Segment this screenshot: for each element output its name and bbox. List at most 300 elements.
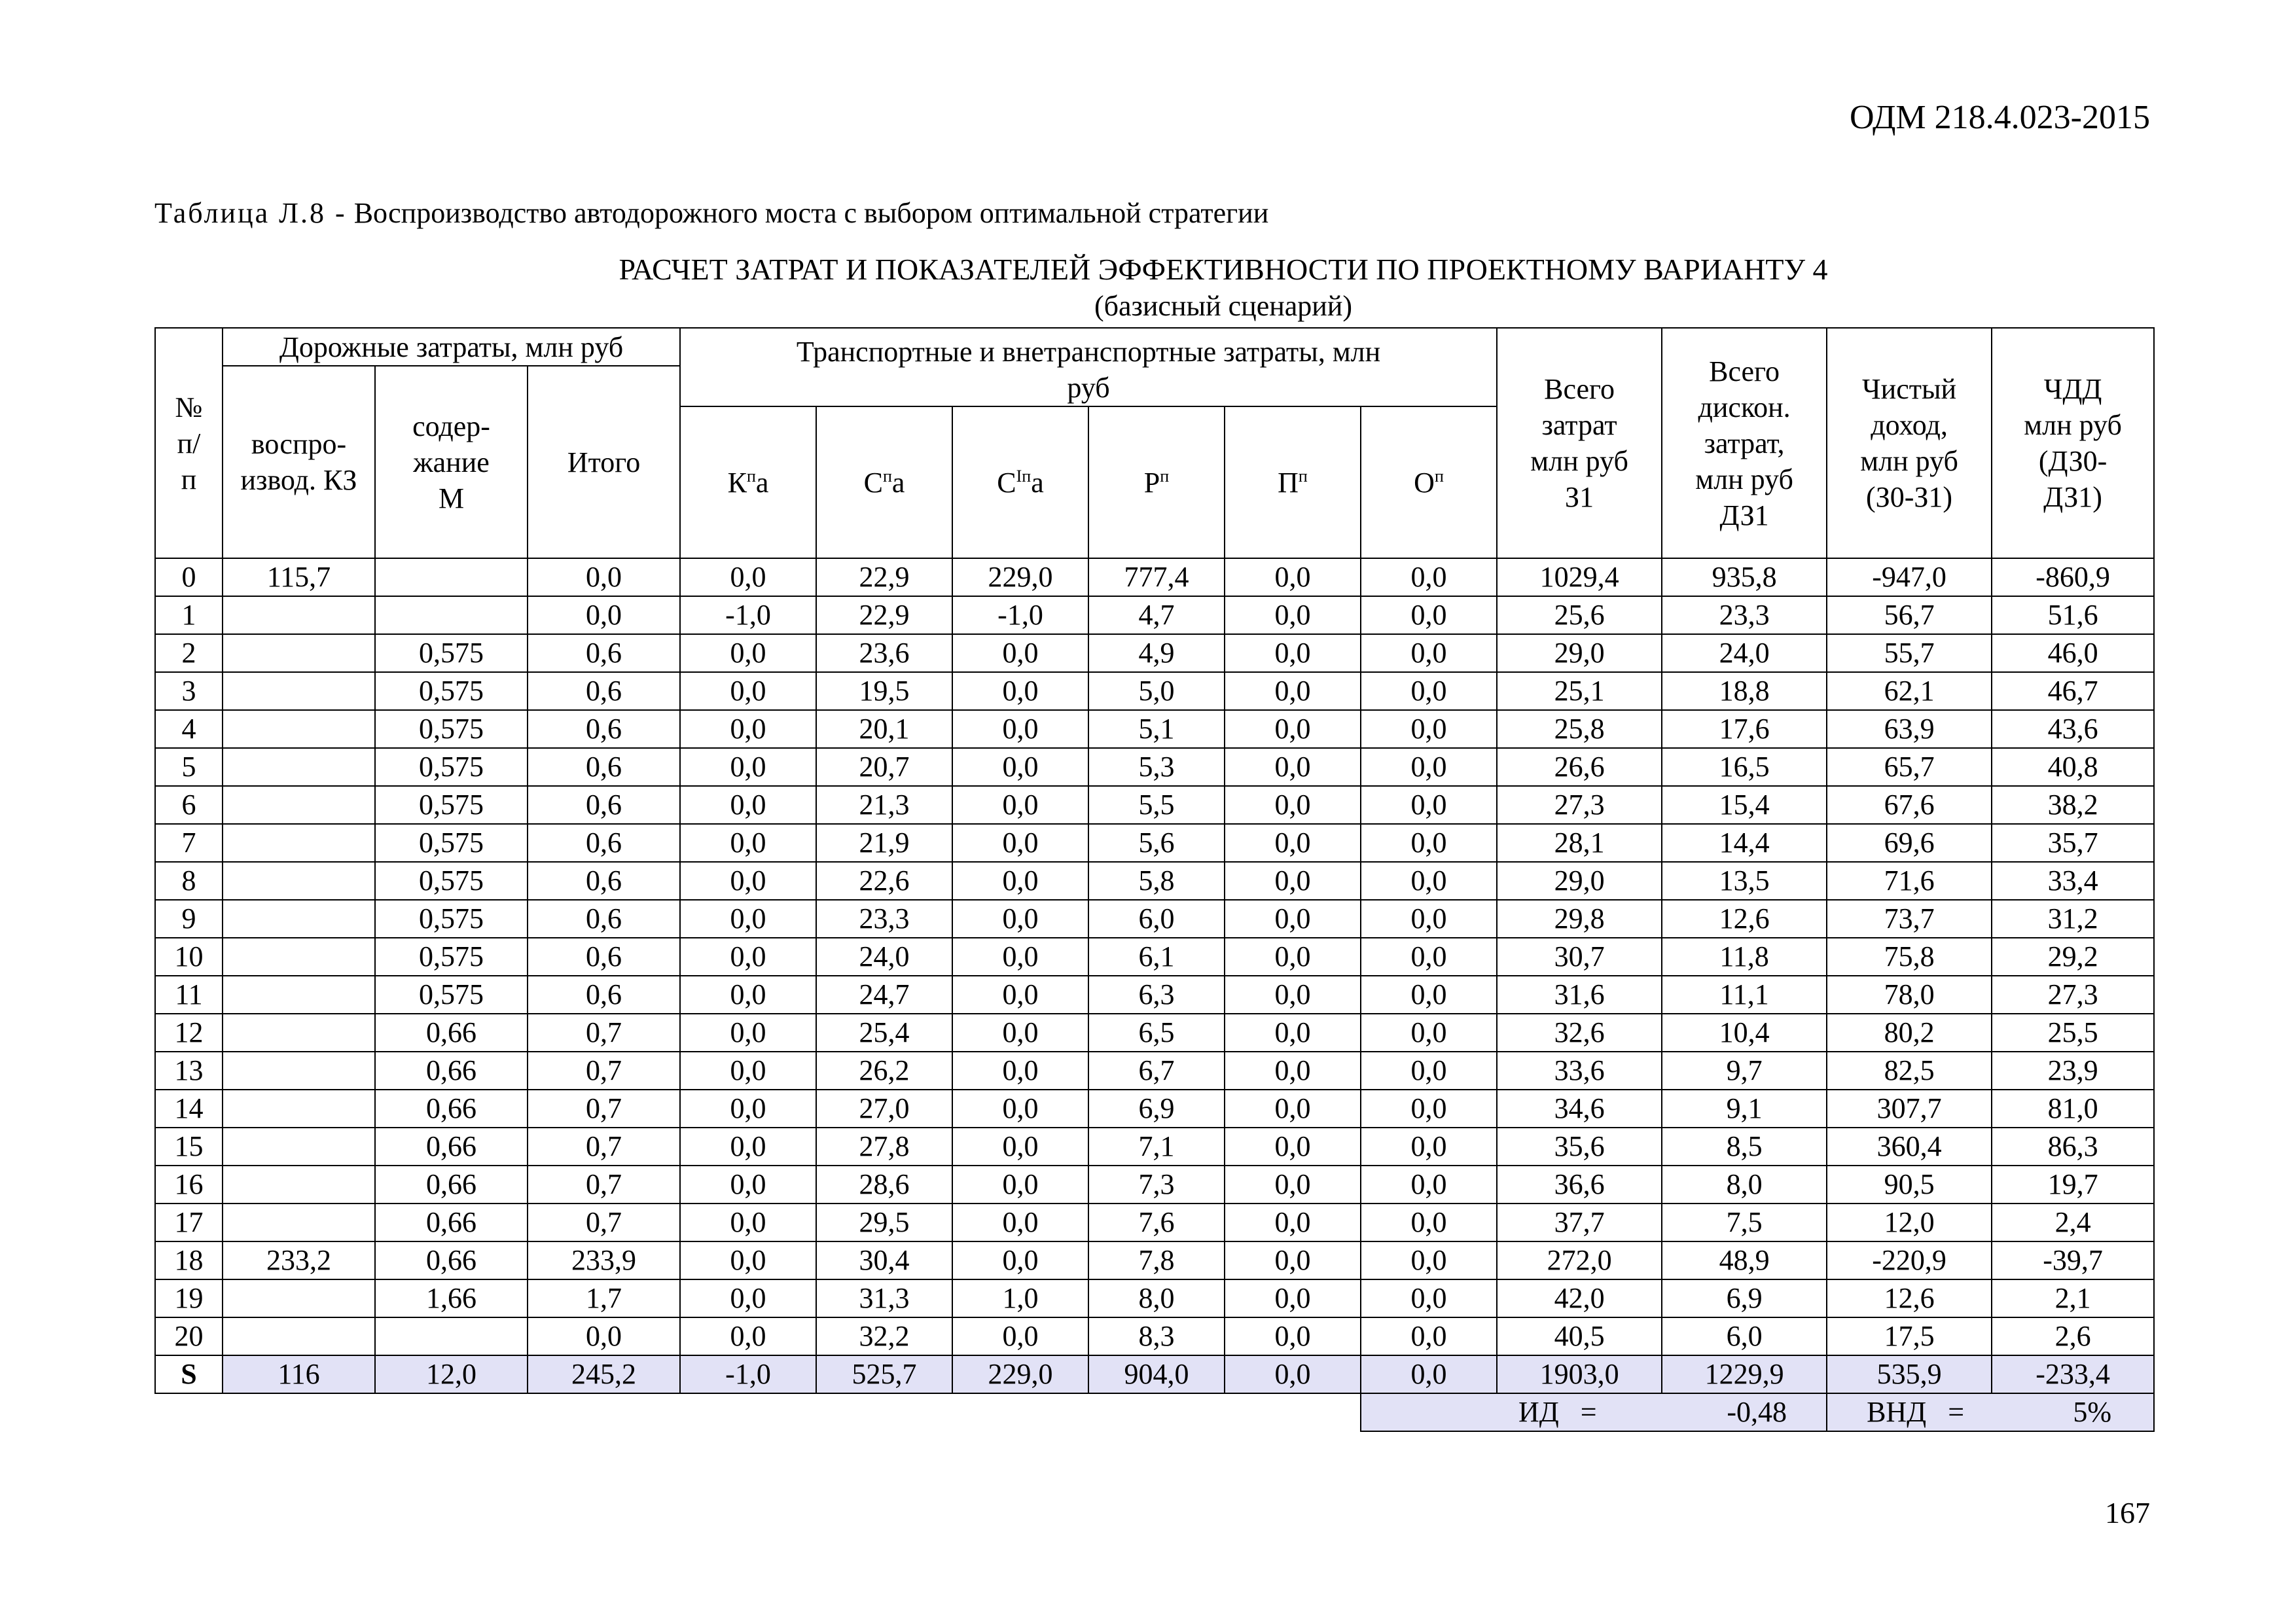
table-cell: 0,7 xyxy=(528,1090,680,1128)
table-cell: 0,0 xyxy=(1225,1090,1361,1128)
profitability-index-label: ИД = xyxy=(1518,1396,1597,1428)
table-cell: 0,0 xyxy=(1361,1052,1497,1090)
table-cell: 30,7 xyxy=(1497,938,1662,976)
table-cell: 33,6 xyxy=(1497,1052,1662,1090)
table-cell: 12,6 xyxy=(1827,1279,1992,1317)
table-cell: 14 xyxy=(155,1090,223,1128)
table-cell: -1,0 xyxy=(952,596,1088,634)
table-cell: 0,0 xyxy=(1361,1204,1497,1241)
table-cell: 73,7 xyxy=(1827,900,1992,938)
table-cell xyxy=(223,1128,375,1166)
table-row xyxy=(155,786,2154,824)
table-cell: 0,0 xyxy=(1225,1204,1361,1241)
table-cell: 6,9 xyxy=(1662,1279,1827,1317)
table-cell: 0,0 xyxy=(1225,1128,1361,1166)
table-cell xyxy=(375,558,528,596)
table-row xyxy=(155,558,2154,596)
table-cell: 6,0 xyxy=(1662,1317,1827,1355)
table-cell: 0,7 xyxy=(528,1204,680,1241)
table-cell: 21,9 xyxy=(816,824,952,862)
table-cell: 5,5 xyxy=(1088,786,1225,824)
table-cell: 0,0 xyxy=(952,900,1088,938)
table-cell: 12,0 xyxy=(375,1355,528,1393)
table-cell: 40,8 xyxy=(1992,748,2154,786)
table-cell: 56,7 xyxy=(1827,596,1992,634)
table-cell: 0,0 xyxy=(680,1279,816,1317)
table-cell: 0,575 xyxy=(375,976,528,1014)
header-ka: $К^па$ xyxy=(680,406,816,558)
table-cell: 229,0 xyxy=(952,558,1088,596)
table-cell: 24,0 xyxy=(816,938,952,976)
table-cell: 29,8 xyxy=(1497,900,1662,938)
table-cell: 0,66 xyxy=(375,1241,528,1279)
table-cell: 29,0 xyxy=(1497,862,1662,900)
header-road-total: Итого xyxy=(528,366,680,558)
table-cell: 0,575 xyxy=(375,786,528,824)
table-cell: 0,0 xyxy=(1225,1355,1361,1393)
table-cell: 16,5 xyxy=(1662,748,1827,786)
table-cell: 5,0 xyxy=(1088,672,1225,710)
table-cell: 0,0 xyxy=(1225,786,1361,824)
table-cell: 23,3 xyxy=(1662,596,1827,634)
table-cell: 17 xyxy=(155,1204,223,1241)
table-cell: 0,0 xyxy=(680,1128,816,1166)
table-cell: 35,6 xyxy=(1497,1128,1662,1166)
table-cell: 0,0 xyxy=(680,634,816,672)
header-npv: ЧДД млн руб (ДЗ0-ДЗ1) xyxy=(1992,328,2154,558)
table-cell: 535,9 xyxy=(1827,1355,1992,1393)
calculation-title: РАСЧЕТ ЗАТРАТ И ПОКАЗАТЕЛЕЙ ЭФФЕКТИВНОСТИ ПО ПРОЕКТНОМУ ВАРИАНТУ 4 xyxy=(619,253,1828,286)
table-cell: 46,7 xyxy=(1992,672,2154,710)
table-cell: 307,7 xyxy=(1827,1090,1992,1128)
table-cell: 46,0 xyxy=(1992,634,2154,672)
table-row xyxy=(155,634,2154,672)
sum-row xyxy=(155,1355,2154,1393)
table-cell: 0,7 xyxy=(528,1128,680,1166)
table-cell: 7,3 xyxy=(1088,1166,1225,1204)
table-cell: 67,6 xyxy=(1827,786,1992,824)
table-cell: 25,1 xyxy=(1497,672,1662,710)
table-cell: 2,1 xyxy=(1992,1279,2154,1317)
table-cell: 0,575 xyxy=(375,862,528,900)
table-cell: 5,6 xyxy=(1088,824,1225,862)
header-cia: $С^{Iп}а$ xyxy=(952,406,1088,558)
table-cell: 0,0 xyxy=(1225,634,1361,672)
table-cell: 0,0 xyxy=(1361,824,1497,862)
table-cell: 0,0 xyxy=(952,1166,1088,1204)
table-row xyxy=(155,1090,2154,1128)
table-cell: 1 xyxy=(155,596,223,634)
table-cell: 233,9 xyxy=(528,1241,680,1279)
table-cell: 0,0 xyxy=(1361,1355,1497,1393)
table-cell: 31,2 xyxy=(1992,900,2154,938)
irr-label: ВНД = xyxy=(1867,1396,1965,1428)
table-cell: 33,4 xyxy=(1992,862,2154,900)
table-cell: 69,6 xyxy=(1827,824,1992,862)
header-road-costs: Дорожные затраты, млн руб xyxy=(223,328,680,366)
table-header xyxy=(155,328,2154,558)
table-row xyxy=(155,1052,2154,1090)
table-cell: 15,4 xyxy=(1662,786,1827,824)
table-cell: 0,0 xyxy=(952,748,1088,786)
table-row xyxy=(155,748,2154,786)
table-cell xyxy=(223,710,375,748)
table-cell: -947,0 xyxy=(1827,558,1992,596)
table-cell: 2 xyxy=(155,634,223,672)
table-cell: -1,0 xyxy=(680,1355,816,1393)
table-cell: 23,6 xyxy=(816,634,952,672)
table-cell: 8,3 xyxy=(1088,1317,1225,1355)
table-cell: 0,66 xyxy=(375,1052,528,1090)
table-cell: 37,7 xyxy=(1497,1204,1662,1241)
table-cell: 6,9 xyxy=(1088,1090,1225,1128)
table-cell: 0,0 xyxy=(1361,976,1497,1014)
indicators-row xyxy=(155,1393,2154,1431)
table-cell: 21,3 xyxy=(816,786,952,824)
table-row xyxy=(155,1279,2154,1317)
table-cell: 0,0 xyxy=(680,900,816,938)
table-cell xyxy=(223,976,375,1014)
table-cell: 27,3 xyxy=(1992,976,2154,1014)
table-cell: -1,0 xyxy=(680,596,816,634)
table-cell: 38,2 xyxy=(1992,786,2154,824)
table-cell: 1,66 xyxy=(375,1279,528,1317)
table-cell: 0,0 xyxy=(1225,1052,1361,1090)
table-cell xyxy=(223,862,375,900)
table-cell: 0,0 xyxy=(680,710,816,748)
table-cell: 0,6 xyxy=(528,672,680,710)
table-cell: 20 xyxy=(155,1317,223,1355)
table-row xyxy=(155,1128,2154,1166)
table-cell: 0,0 xyxy=(680,976,816,1014)
table-cell: 25,5 xyxy=(1992,1014,2154,1052)
table-cell xyxy=(223,1317,375,1355)
table-cell: 24,7 xyxy=(816,976,952,1014)
header-transport-costs: Транспортные и внетранспортные затраты, млн руб xyxy=(680,328,1497,406)
table-cell: 115,7 xyxy=(223,558,375,596)
table-cell: 0,0 xyxy=(1225,1166,1361,1204)
table-caption-label: Таблица Л.8 - xyxy=(154,197,347,229)
table-cell: 17,6 xyxy=(1662,710,1827,748)
table-cell: 40,5 xyxy=(1497,1317,1662,1355)
profitability-index-cell xyxy=(1361,1393,1827,1431)
table-cell: S xyxy=(155,1355,223,1393)
header-pi: $П^п$ xyxy=(1225,406,1361,558)
table-cell: 0,575 xyxy=(375,672,528,710)
table-cell xyxy=(375,1317,528,1355)
table-cell: 8,5 xyxy=(1662,1128,1827,1166)
table-body xyxy=(155,558,2154,1355)
table-cell: 51,6 xyxy=(1992,596,2154,634)
table-cell: 0,0 xyxy=(528,558,680,596)
table-cell: 63,9 xyxy=(1827,710,1992,748)
table-cell: 0,575 xyxy=(375,824,528,862)
table-cell: 9,1 xyxy=(1662,1090,1827,1128)
header-maintenance-m: содер-жание М xyxy=(375,366,528,558)
table-cell xyxy=(223,1279,375,1317)
cost-efficiency-table xyxy=(154,327,2155,1432)
scenario-subtitle: (базисный сценарий) xyxy=(1094,290,1353,322)
table-cell: 31,6 xyxy=(1497,976,1662,1014)
table-cell: 0,0 xyxy=(1361,938,1497,976)
table-cell: 0,0 xyxy=(952,976,1088,1014)
table-cell: 10 xyxy=(155,938,223,976)
table-cell: 0,0 xyxy=(1361,900,1497,938)
table-cell: 78,0 xyxy=(1827,976,1992,1014)
table-cell: 12,6 xyxy=(1662,900,1827,938)
table-cell: 0,0 xyxy=(1225,710,1361,748)
table-row xyxy=(155,862,2154,900)
table-cell xyxy=(223,786,375,824)
table-cell: 2,4 xyxy=(1992,1204,2154,1241)
table-cell: 62,1 xyxy=(1827,672,1992,710)
table-cell: 0,6 xyxy=(528,786,680,824)
table-cell xyxy=(223,1090,375,1128)
table-cell: 22,9 xyxy=(816,558,952,596)
table-cell: 0,6 xyxy=(528,748,680,786)
table-row xyxy=(155,900,2154,938)
table-cell: 6 xyxy=(155,786,223,824)
table-cell: 0,0 xyxy=(952,938,1088,976)
table-cell xyxy=(223,938,375,976)
table-cell: 0,0 xyxy=(1361,1166,1497,1204)
table-row xyxy=(155,824,2154,862)
table-cell: 0,0 xyxy=(680,1014,816,1052)
table-cell xyxy=(223,748,375,786)
table-cell: 0 xyxy=(155,558,223,596)
table-cell: 0,0 xyxy=(1225,1241,1361,1279)
table-cell: 1,7 xyxy=(528,1279,680,1317)
table-cell: 5,3 xyxy=(1088,748,1225,786)
table-cell: 23,9 xyxy=(1992,1052,2154,1090)
table-row xyxy=(155,1204,2154,1241)
table-cell: 0,0 xyxy=(1225,862,1361,900)
table-cell: 1,0 xyxy=(952,1279,1088,1317)
table-cell: 0,0 xyxy=(680,672,816,710)
table-cell: 25,4 xyxy=(816,1014,952,1052)
table-cell: 0,0 xyxy=(680,1166,816,1204)
table-cell: 32,2 xyxy=(816,1317,952,1355)
table-row xyxy=(155,1166,2154,1204)
table-cell: 82,5 xyxy=(1827,1052,1992,1090)
table-cell: 28,1 xyxy=(1497,824,1662,862)
table-cell: 13 xyxy=(155,1052,223,1090)
table-cell: 20,7 xyxy=(816,748,952,786)
table-cell: 8,0 xyxy=(1662,1166,1827,1204)
table-cell: 86,3 xyxy=(1992,1128,2154,1166)
table-cell: 0,575 xyxy=(375,938,528,976)
table-cell: 27,8 xyxy=(816,1128,952,1166)
table-cell: 0,0 xyxy=(952,1014,1088,1052)
table-cell: 0,6 xyxy=(528,824,680,862)
table-cell: 0,0 xyxy=(1225,1317,1361,1355)
table-cell: 65,7 xyxy=(1827,748,1992,786)
table-row xyxy=(155,1241,2154,1279)
table-cell xyxy=(223,1166,375,1204)
table-cell: 55,7 xyxy=(1827,634,1992,672)
table-cell: 0,0 xyxy=(952,1128,1088,1166)
table-cell: 19 xyxy=(155,1279,223,1317)
table-cell: -233,4 xyxy=(1992,1355,2154,1393)
table-cell: 0,66 xyxy=(375,1128,528,1166)
header-o: $О^п$ xyxy=(1361,406,1497,558)
table-cell: 935,8 xyxy=(1662,558,1827,596)
table-row xyxy=(155,938,2154,976)
table-cell: 11,1 xyxy=(1662,976,1827,1014)
table-cell: 0,0 xyxy=(1361,1317,1497,1355)
table-cell: 6,3 xyxy=(1088,976,1225,1014)
table-cell: 0,0 xyxy=(680,938,816,976)
table-cell: 0,6 xyxy=(528,976,680,1014)
table-cell: 22,6 xyxy=(816,862,952,900)
table-cell: 4,7 xyxy=(1088,596,1225,634)
table-cell: 777,4 xyxy=(1088,558,1225,596)
table-cell: 0,0 xyxy=(680,824,816,862)
table-cell: 11 xyxy=(155,976,223,1014)
table-cell: 12 xyxy=(155,1014,223,1052)
table-cell: 0,0 xyxy=(1361,786,1497,824)
table-cell: 42,0 xyxy=(1497,1279,1662,1317)
table-row xyxy=(155,976,2154,1014)
table-cell: 0,0 xyxy=(680,748,816,786)
table-cell: 0,0 xyxy=(952,1204,1088,1241)
table-cell: 13,5 xyxy=(1662,862,1827,900)
table-cell: 0,0 xyxy=(1361,1014,1497,1052)
table-caption xyxy=(154,196,1268,230)
table-row xyxy=(155,1014,2154,1052)
header-total-costs: Всего затрат млн руб З1 xyxy=(1497,328,1662,558)
table-cell: 0,0 xyxy=(1225,596,1361,634)
table-cell: 0,7 xyxy=(528,1166,680,1204)
table-row xyxy=(155,1317,2154,1355)
table-cell: 43,6 xyxy=(1992,710,2154,748)
table-cell: 0,0 xyxy=(1361,862,1497,900)
table-cell: 17,5 xyxy=(1827,1317,1992,1355)
table-cell: 7,5 xyxy=(1662,1204,1827,1241)
table-cell: 0,575 xyxy=(375,710,528,748)
irr-value: 5% xyxy=(2073,1396,2112,1428)
table-cell: 0,0 xyxy=(952,862,1088,900)
table-cell: 245,2 xyxy=(528,1355,680,1393)
table-cell: 29,5 xyxy=(816,1204,952,1241)
table-cell xyxy=(223,1014,375,1052)
table-cell: 24,0 xyxy=(1662,634,1827,672)
table-cell: 6,7 xyxy=(1088,1052,1225,1090)
irr-cell xyxy=(1827,1393,2154,1431)
table-cell xyxy=(223,900,375,938)
table-cell: 0,0 xyxy=(1361,596,1497,634)
table-cell: 5,8 xyxy=(1088,862,1225,900)
table-cell: 0,0 xyxy=(680,1204,816,1241)
table-cell: 30,4 xyxy=(816,1241,952,1279)
table-cell: 0,0 xyxy=(680,1241,816,1279)
table-cell: 8,0 xyxy=(1088,1279,1225,1317)
table-cell: 35,7 xyxy=(1992,824,2154,862)
table-cell xyxy=(223,634,375,672)
table-cell: 25,6 xyxy=(1497,596,1662,634)
table-cell: 1229,9 xyxy=(1662,1355,1827,1393)
profitability-index-value: -0,48 xyxy=(1727,1396,1787,1428)
table-cell: -860,9 xyxy=(1992,558,2154,596)
table-cell: 81,0 xyxy=(1992,1090,2154,1128)
table-cell: 5 xyxy=(155,748,223,786)
table-cell: 0,0 xyxy=(1225,748,1361,786)
table-cell: 0,575 xyxy=(375,634,528,672)
table-cell: 32,6 xyxy=(1497,1014,1662,1052)
table-cell: 80,2 xyxy=(1827,1014,1992,1052)
table-cell: 116 xyxy=(223,1355,375,1393)
table-cell: 0,0 xyxy=(1361,1090,1497,1128)
table-cell xyxy=(223,596,375,634)
table-cell: 26,6 xyxy=(1497,748,1662,786)
table-caption-text: Воспроизводство автодорожного моста с выбором оптимальной стратегии xyxy=(346,197,1269,229)
table-cell: 229,0 xyxy=(952,1355,1088,1393)
table-cell: 12,0 xyxy=(1827,1204,1992,1241)
table-cell: 4,9 xyxy=(1088,634,1225,672)
table-cell: 16 xyxy=(155,1166,223,1204)
table-cell: 0,0 xyxy=(1361,634,1497,672)
table-cell xyxy=(223,824,375,862)
table-cell: 71,6 xyxy=(1827,862,1992,900)
table-cell: 27,3 xyxy=(1497,786,1662,824)
table-cell: 7 xyxy=(155,824,223,862)
table-cell: 0,0 xyxy=(952,824,1088,862)
table-cell: 75,8 xyxy=(1827,938,1992,976)
table-row xyxy=(155,596,2154,634)
table-cell: 0,0 xyxy=(528,596,680,634)
table-cell: 1903,0 xyxy=(1497,1355,1662,1393)
table-cell: 6,5 xyxy=(1088,1014,1225,1052)
table-cell: -220,9 xyxy=(1827,1241,1992,1279)
table-footer xyxy=(155,1355,2154,1431)
table-cell: 0,6 xyxy=(528,710,680,748)
table-cell xyxy=(223,1052,375,1090)
table-cell: 26,2 xyxy=(816,1052,952,1090)
table-cell: 7,8 xyxy=(1088,1241,1225,1279)
table-cell: 1029,4 xyxy=(1497,558,1662,596)
table-cell: 0,6 xyxy=(528,938,680,976)
table-cell: 14,4 xyxy=(1662,824,1827,862)
table-cell: 0,0 xyxy=(952,634,1088,672)
table-cell: 23,3 xyxy=(816,900,952,938)
table-cell: 0,66 xyxy=(375,1014,528,1052)
table-cell: 34,6 xyxy=(1497,1090,1662,1128)
table-cell: 0,0 xyxy=(680,1317,816,1355)
table-cell: 7,1 xyxy=(1088,1128,1225,1166)
table-cell: 0,0 xyxy=(1225,1014,1361,1052)
table-cell: 25,8 xyxy=(1497,710,1662,748)
table-cell: 7,6 xyxy=(1088,1204,1225,1241)
table-cell: 2,6 xyxy=(1992,1317,2154,1355)
table-cell: 18 xyxy=(155,1241,223,1279)
document-code: ОДМ 218.4.023-2015 xyxy=(1850,99,2150,136)
table-cell: 0,0 xyxy=(680,786,816,824)
table-cell: 0,6 xyxy=(528,634,680,672)
table-cell: 29,0 xyxy=(1497,634,1662,672)
table-cell: 5,1 xyxy=(1088,710,1225,748)
table-cell: 9,7 xyxy=(1662,1052,1827,1090)
table-cell: 0,0 xyxy=(1225,938,1361,976)
table-cell: 11,8 xyxy=(1662,938,1827,976)
table-cell: 0,6 xyxy=(528,900,680,938)
table-cell: 0,0 xyxy=(1361,672,1497,710)
table-cell: 0,0 xyxy=(1225,558,1361,596)
table-cell: 233,2 xyxy=(223,1241,375,1279)
table-cell: 0,0 xyxy=(1225,672,1361,710)
table-cell: 360,4 xyxy=(1827,1128,1992,1166)
table-cell: 10,4 xyxy=(1662,1014,1827,1052)
table-cell: 6,0 xyxy=(1088,900,1225,938)
